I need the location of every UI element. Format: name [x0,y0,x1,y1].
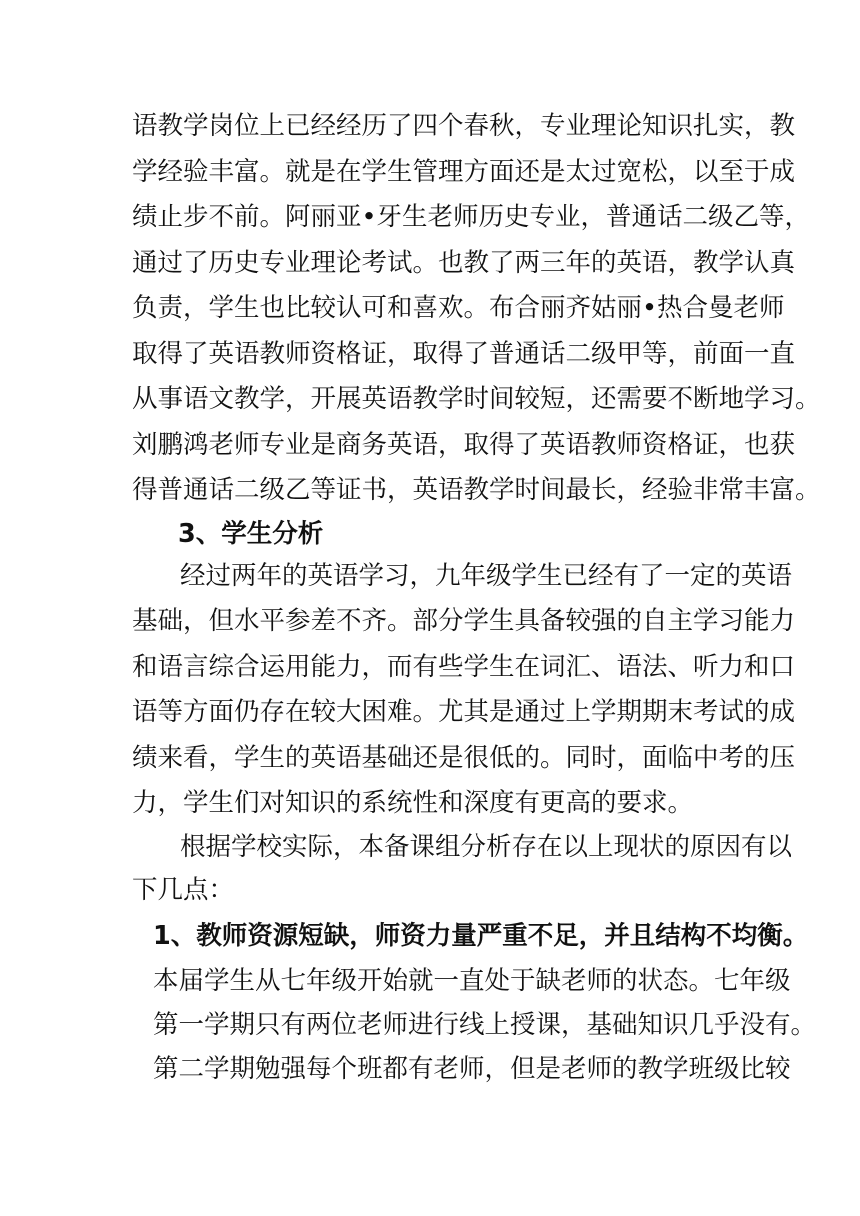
text-line: 基础，但水平参差不齐。部分学生具备较强的自主学习能力 [132,606,796,636]
text-line: 下几点： [132,875,235,905]
text-line: 力，学生们对知识的系统性和深度有更高的要求。 [132,788,694,818]
text-line: 语等方面仍存在较大困难。尤其是通过上学期期末考试的成 [132,697,796,727]
section-heading: 3、学生分析 [178,519,324,549]
text-line: 学经验丰富。就是在学生管理方面还是太过宽松，以至于成 [132,157,796,187]
numbered-heading: 1、教师资源短缺，师资力量严重不足，并且结构不均衡。 [153,921,809,951]
text-line: 从事语文教学，开展英语教学时间较短，还需要不断地学习。 [132,384,821,414]
text-line: 第二学期勉强每个班都有老师，但是老师的教学班级比较 [153,1054,791,1084]
text-line: 通过了历史专业理论考试。也教了两三年的英语，教学认真 [132,248,796,278]
text-line: 刘鹏鸿老师专业是商务英语，取得了英语教师资格证，也获 [132,430,796,460]
text-line: 绩来看，学生的英语基础还是很低的。同时，面临中考的压 [132,743,796,773]
text-line: 根据学校实际，本备课组分析存在以上现状的原因有以 [180,832,793,862]
text-line: 经过两年的英语学习，九年级学生已经有了一定的英语 [180,561,793,591]
text-line: 和语言综合运用能力，而有些学生在词汇、语法、听力和口 [132,652,796,682]
text-line: 语教学岗位上已经经历了四个春秋，专业理论知识扎实，教 [132,111,796,141]
text-line: 第一学期只有两位老师进行线上授课，基础知识几乎没有。 [153,1010,817,1040]
text-line: 本届学生从七年级开始就一直处于缺老师的状态。七年级 [153,966,791,996]
text-line: 绩止步不前。阿丽亚•牙生老师历史专业，普通话二级乙等， [132,202,811,232]
text-line: 负责，学生也比较认可和喜欢。布合丽齐姑丽•热合曼老师 [132,293,785,323]
text-line: 取得了英语教师资格证，取得了普通话二级甲等，前面一直 [132,339,796,369]
text-line: 得普通话二级乙等证书，英语教学时间最长，经验非常丰富。 [132,475,821,505]
